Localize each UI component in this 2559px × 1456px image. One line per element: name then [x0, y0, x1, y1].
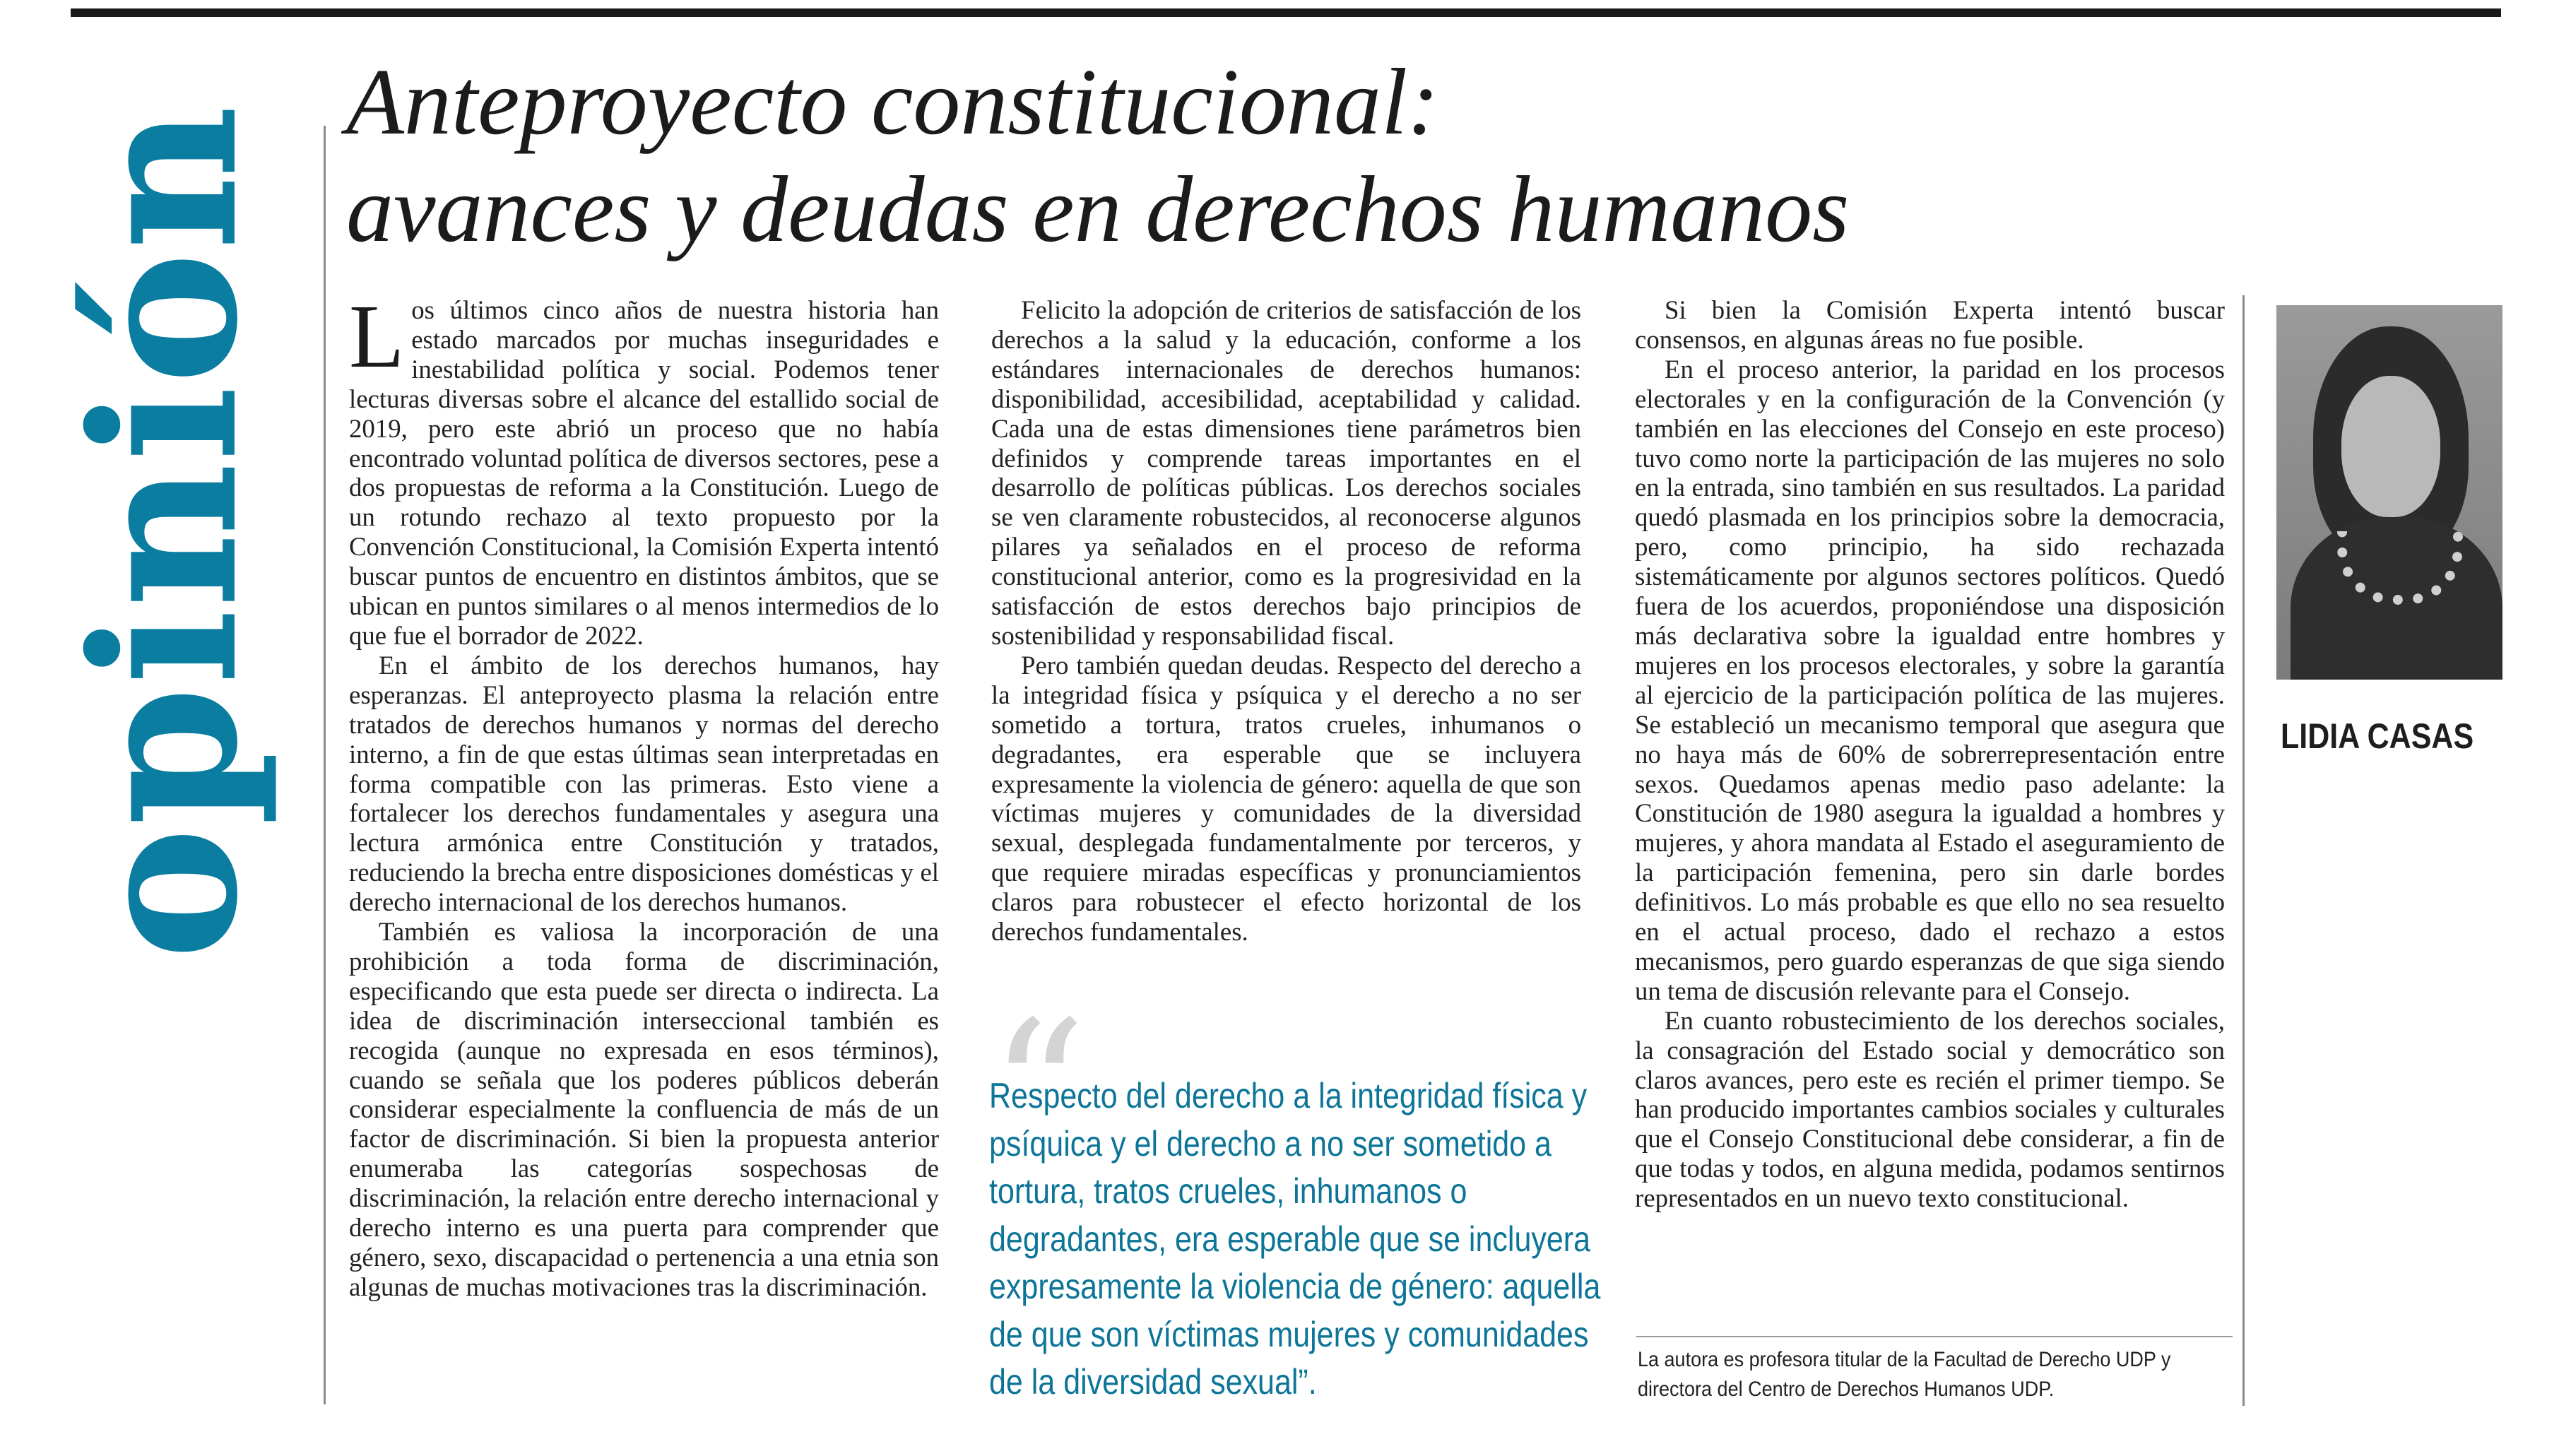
article-column-3 [1635, 295, 2225, 1213]
article-paragraph: También es valiosa la incorporación de una prohibición a toda forma de discriminación, especificando que esta puede ser directa o indirecta. La idea de discriminación interseccional también es recogida (aunque no expresada en esos términos), cuando se señala que los poderes públicos deberán considerar especialmente la confluencia de más de un factor de discriminación. Si bien la propuesta anterior enumeraba las categorías sospechosas de discriminación, la relación entre derecho internacional y derecho interno es una puerta para comprender que género, sexo, discapacidad o pertenencia a una etnia son algunas de muchas motivaciones tras la discriminación. [349, 917, 939, 1301]
pull-quote-line: expresamente la violencia de género: aquella [989, 1267, 1601, 1306]
pull-quote-text [989, 1072, 1601, 1407]
article-paragraph: Pero también quedan deudas. Respecto del derecho a la integridad física y psíquica y el derecho a no ser sometido a tortura, tratos crueles, inhumanos o degradantes, era esperable que se incluyera expresamente la violencia de género: aquella de que son víctimas mujeres y comunidades de la diversidad sexual, desplegada fundamentalmente por terceros, y que requiere miradas específicas y pronunciamientos claros para robustecer el efecto horizontal de los derechos fundamentales. [991, 650, 1581, 947]
section-label-text: opinión [47, 104, 282, 960]
footnote-line: La autora es profesora titular de la Facultad de Derecho UDP y [1638, 1348, 2171, 1371]
pull-quote-line: de la diversidad sexual”. [989, 1362, 1317, 1402]
drop-cap: L [349, 286, 405, 386]
footnote-rule [1636, 1336, 2233, 1337]
article-paragraph [349, 286, 939, 651]
article-column-2 [991, 295, 1581, 947]
pull-quote-line: tortura, tratos crueles, inhumanos o [989, 1171, 1467, 1211]
headline [346, 48, 2183, 263]
pull-quote-line: de que son víctimas mujeres y comunidades [989, 1314, 1589, 1354]
pull-quote-line: Respecto del derecho a la integridad física y [989, 1076, 1588, 1115]
article-paragraph: Si bien la Comisión Experta intentó buscar consensos, en algunas áreas no fue posible. [1635, 295, 2225, 354]
headline-line: avances y deudas en derechos humanos [346, 157, 1850, 261]
headline-line: Anteproyecto constitucional: [346, 49, 1439, 154]
article-paragraph: En el ámbito de los derechos humanos, hay esperanzas. El anteproyecto plasma la relación entre tratados de derechos humanos y normas del derecho interno, a fin de que estas últimas sean interpretadas en forma compatible con las primeras. Esto viene a fortalecer los derechos fundamentales y asegura una lectura armónica entre Constitución y tratados, reduciendo la brecha entre disposiciones domésticas y el derecho internacional de los derechos humanos. [349, 650, 939, 917]
article-paragraph: En el proceso anterior, la paridad en los procesos electorales y en la configuración de la Convención (y también en las elecciones del Consejo en este proceso) tuvo como norte la participación de las mujeres no solo en la entrada, sino también en sus resultados. La paridad quedó plasmada en los principios sobre la democracia, pero, como principio, ha sido rechazada sistemáticamente por algunos sectores políticos. Quedó fuera de los acuerdos, proponiéndose una disposición más declarativa sobre la igualdad entre hombres y mujeres en los procesos electorales, y sobre la garantía al ejercicio de la participación política de las mujeres. Se estableció un mecanismo temporal que asegura que no haya más de 60% de sobrerrepresentación entre sexos. Quedamos apenas medio paso adelante: la Constitución de 1980 asegura la igualdad a hombres y mujeres, y ahora mandata al Estado el aseguramiento de la participación femenina, pero sin darle bordes definitivos. Lo más probable es que ello no sea resuelto en el actual proceso, dado el rechazo a estos mecanismos, pero guardo esperanzas de que siga siendo un tema de discusión relevante para el Consejo. [1635, 354, 2225, 1005]
author-photo [2276, 305, 2502, 680]
pull-quote-line: psíquica y el derecho a no ser sometido a [989, 1123, 1552, 1164]
pull-quote [989, 980, 1611, 1420]
article-column-1 [349, 286, 939, 1302]
footnote-line: directora del Centro de Derechos Humanos UDP. [1638, 1378, 2055, 1401]
top-rule [71, 8, 2501, 17]
article-paragraph: Felicito la adopción de criterios de satisfacción de los derechos a la salud y la educación, conforme a los estándares internacionales de derechos humanos: disponibilidad, accesibilidad, aceptabilidad y calidad. Cada una de estas dimensiones tiene parámetros bien definidos y comprende tareas importantes en el desarrollo de políticas públicas. Los derechos sociales se ven claramente robustecidos, al reconocerse algunos pilares ya señalados en el proceso de reforma constitucional anterior, como es la progresividad en la satisfacción de estos derechos bajo principios de sostenibilidad y responsabilidad fiscal. [991, 295, 1581, 650]
pull-quote-line: degradantes, era esperable que se incluyera [989, 1219, 1591, 1259]
article-paragraph: En cuanto robustecimiento de los derechos sociales, la consagración del Estado social y democrático son claros avances, pero este es recién el primer tiempo. Se han producido importantes cambios sociales y culturales que el Consejo Constitucional debe considerar, a fin de que todas y todos, en alguna medida, podamos sentirnos representados en un nuevo texto constitucional. [1635, 1005, 2225, 1213]
divider-left [324, 126, 326, 1404]
paragraph-text: os últimos cinco años de nuestra historia han estado marcados por muchas inseguridades e inestabilidad política y social. Podemos tener lecturas diversas sobre el alcance del estallido social de 2019, pero este abrió un proceso que no había encontrado voluntad política de diversos sectores, pese a dos propuestas de reforma a la Constitución. Luego de un rotundo rechazo al texto propuesto por la Convención Constitucional, la Comisión Experta intentó buscar puntos de encuentro en distintos ámbitos, que se ubican en puntos similares o al menos intermedios de lo que fue el borrador de 2022. [349, 295, 939, 650]
divider-right [2242, 295, 2245, 1406]
section-label [47, 62, 282, 1002]
author-name: LIDIA CASAS [2281, 716, 2474, 756]
quote-mark-icon: “ [989, 980, 1087, 1202]
author-footnote [1638, 1345, 2210, 1404]
